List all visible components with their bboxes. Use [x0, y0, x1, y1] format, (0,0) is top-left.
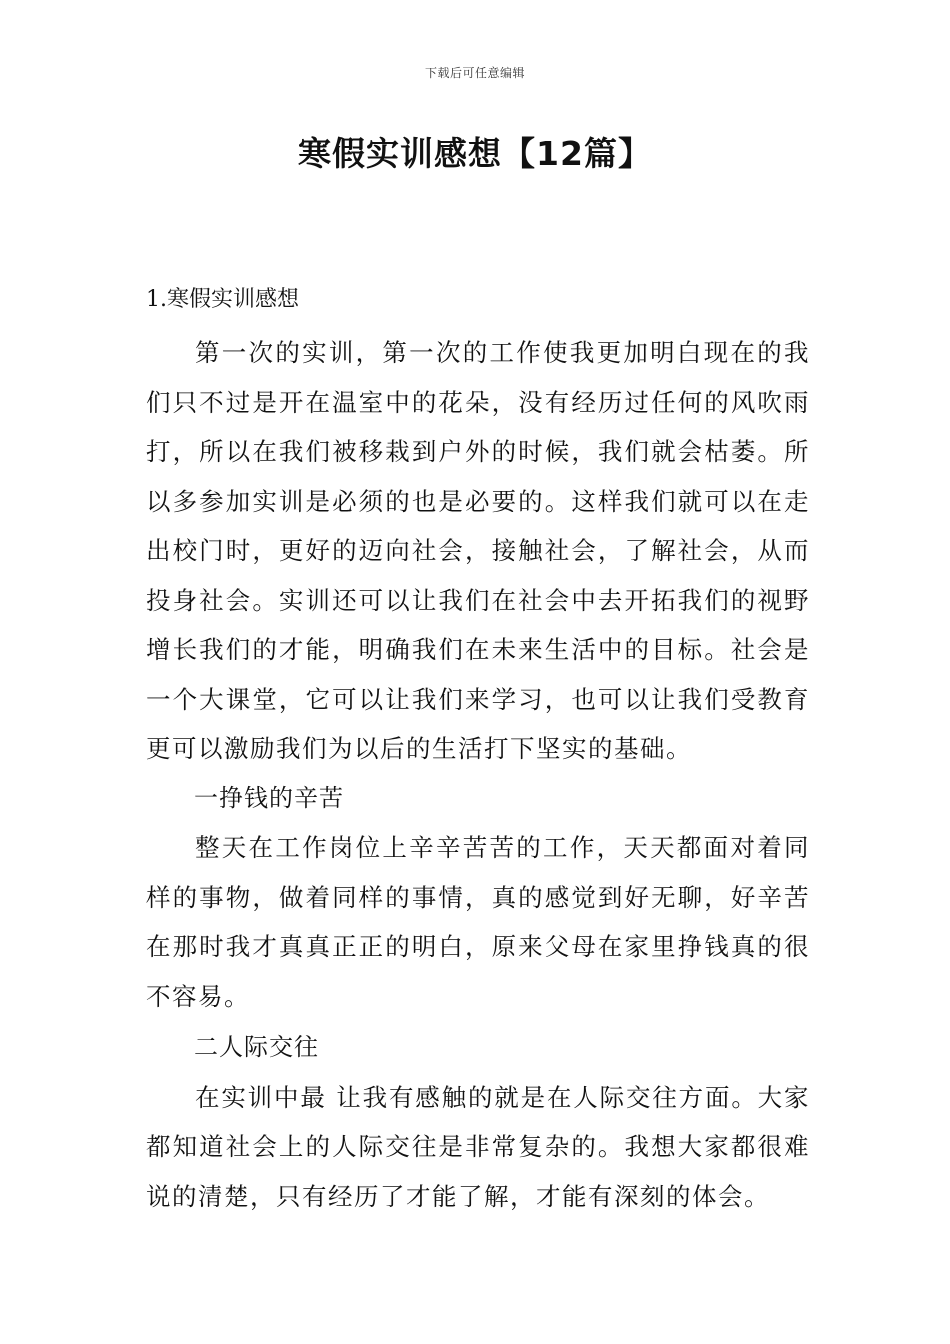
header-note: 下载后可任意编辑: [424, 66, 525, 80]
section-heading: 1.寒假实训感想: [146, 287, 299, 312]
subheading-earning-money: 一挣钱的辛苦: [194, 783, 344, 812]
paragraph-interpersonal: 在实训中最 让我有感触的就是在人际交往方面。大家都知道社会上的人际交往是非常复杂的。我想大家都很难说的清楚，只有经历了才能了解，才能有深刻的体会。: [146, 1082, 810, 1211]
subheading-interpersonal: 二人际交往: [194, 1033, 319, 1061]
document-title: 寒假实训感想【12篇】: [298, 134, 652, 173]
paragraph-intro: 第一次的实训，第一次的工作使我更加明白现在的我们只不过是开在温室中的花朵，没有经历过任何的风吹雨打，所以在我们被移栽到户外的时候，我们就会枯萎。所以多参加实训是必须的也是必要的。这样我们就可以在走出校门时，更好的迈向社会，接触社会，了解社会，从而投身社会。实训还可以让我们在社会中去开拓我们的视野增长我们的才能，明确我们在未来生活中的目标。社会是一个大课堂，它可以让我们来学习，也可以让我们受教育更可以激励我们为以后的生活打下坚实的基础。: [146, 338, 810, 763]
document-body: [146, 280, 810, 1221]
paragraph-earning-money: 整天在工作岗位上辛辛苦苦的工作，天天都面对着同样的事物，做着同样的事情，真的感觉到好无聊，好辛苦在那时我才真真正正的明白，原来父母在家里挣钱真的很不容易。: [146, 833, 810, 1011]
